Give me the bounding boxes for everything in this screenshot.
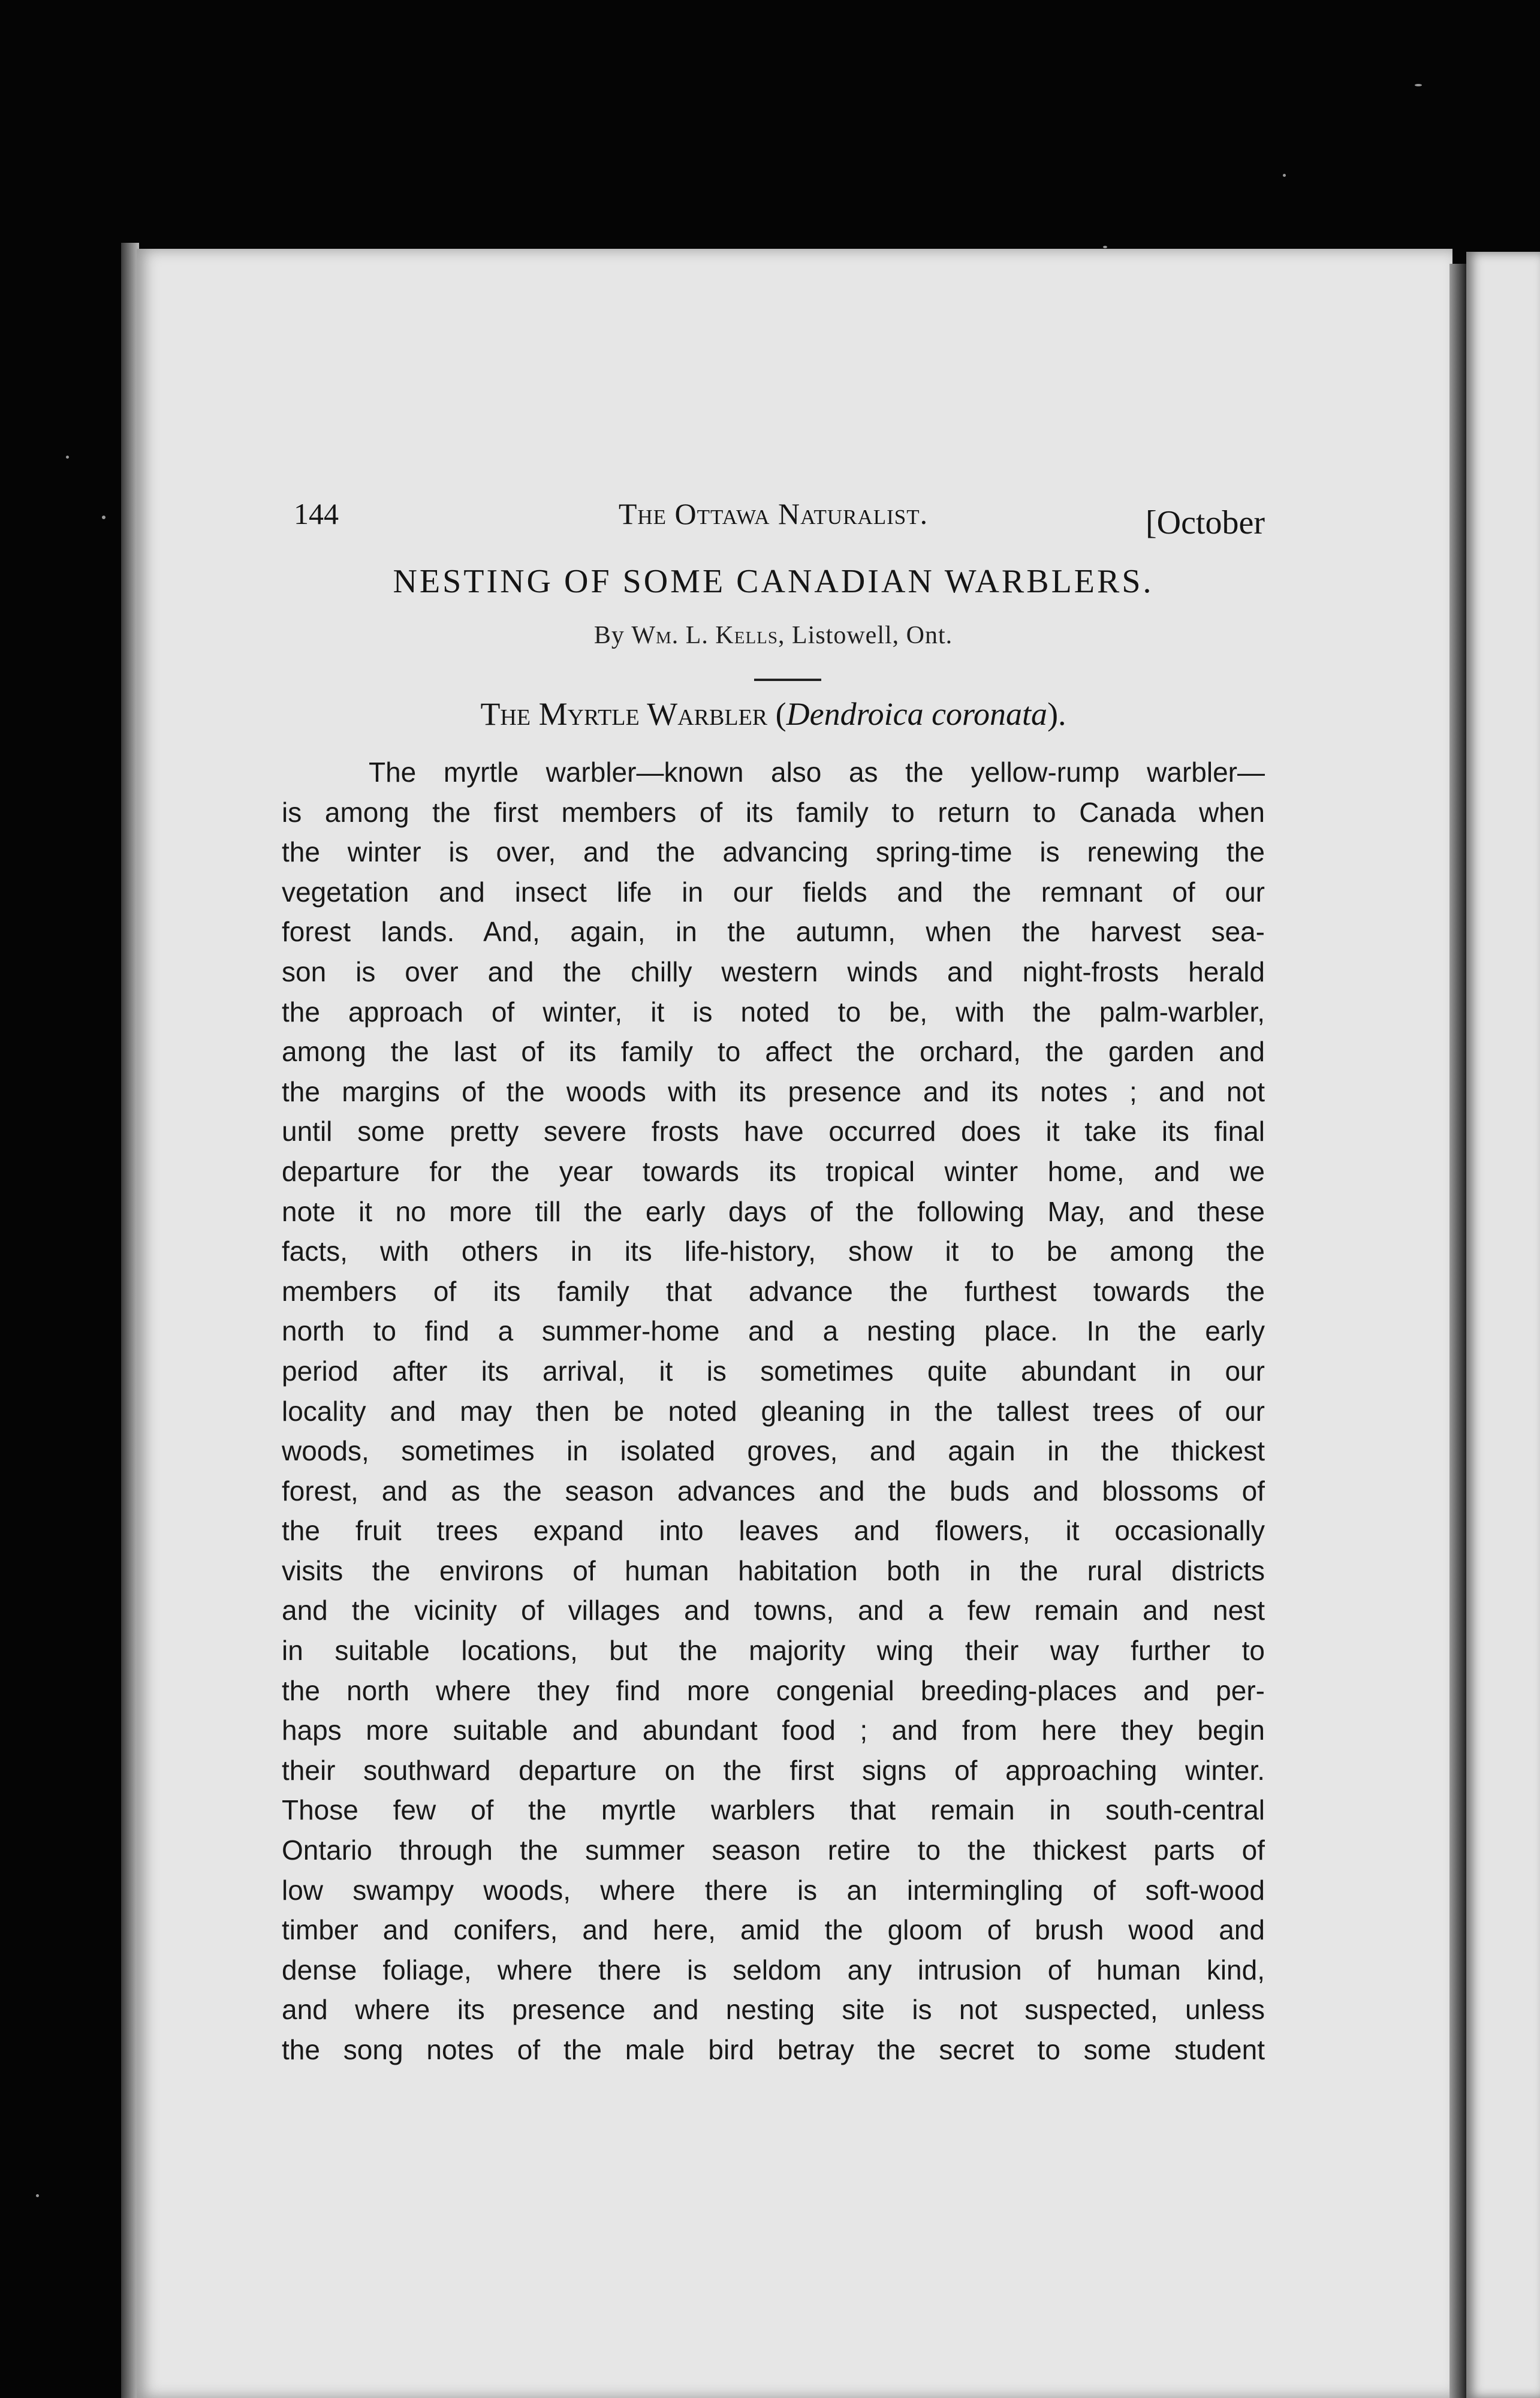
paren-close: ). [1047,696,1066,732]
body-line: period after its arrival, it is sometimes quite abundant in our [282,1355,1265,1387]
dust-speck [1283,174,1286,177]
body-line: Those few of the myrtle warblers that remain in south-central [282,1794,1265,1826]
body-line: woods, sometimes in isolated groves, and again in the thickest [282,1435,1265,1467]
dust-speck [102,516,106,519]
body-line: the fruit trees expand into leaves and flowers, it occasionally [282,1515,1265,1547]
gutter-shadow [1449,264,1466,2398]
article-title: NESTING OF SOME CANADIAN WARBLERS. [393,563,1154,600]
body-line: the winter is over, and the advancing spring-time is renewing the [282,836,1265,868]
body-line: and where its presence and nesting site is not suspected, unless [282,1994,1265,2026]
issue-month: [October [1145,504,1265,541]
author-location: Listowell, Ont. [792,622,953,649]
body-line: forest, and as the season advances and the buds and blossoms of [282,1475,1265,1507]
body-line: among the last of its family to affect the orchard, the garden and [282,1036,1265,1068]
body-line: departure for the year towards its tropical winter home, and we [282,1155,1265,1187]
paren-open: ( [775,696,786,732]
running-head [282,490,1265,541]
body-line: north to find a summer-home and a nesting place. In the early [282,1315,1265,1347]
dust-speck [1415,84,1422,86]
body-line: low swampy woods, where there is an intermingling of soft-wood [282,1874,1265,1906]
author-name: Wm. L. Kells, [631,622,785,649]
species-latin-name: Dendroica coronata [786,696,1048,732]
body-line: the north where they find more congenial breeding-places and per- [282,1674,1265,1706]
body-line: the song notes of the male bird betray the secret to some student [282,2034,1265,2065]
byline [282,621,1265,650]
body-line: Ontario through the summer season retire to the thickest parts of [282,1834,1265,1866]
section-heading [282,695,1265,733]
body-line: the margins of the woods with its presence and its notes ; and not [282,1076,1265,1107]
body-line: timber and conifers, and here, amid the gloom of brush wood and [282,1914,1265,1946]
body-line: vegetation and insect life in our fields and the remnant of our [282,876,1265,908]
body-line: dense foliage, where there is seldom any intrusion of human kind, [282,1954,1265,1986]
body-line: their southward departure on the first signs of approaching winter. [282,1754,1265,1786]
body-line: The myrtle warbler—known also as the yellow-rump warbler— [369,757,1265,788]
body-line: facts, with others in its life-history, show it to be among the [282,1236,1265,1267]
body-text [282,752,1265,2070]
body-line: locality and may then be noted gleaning in the tallest trees of our [282,1395,1265,1427]
dust-speck [1103,246,1107,248]
title-divider-rule [754,679,821,681]
byline-prefix: By [593,622,625,649]
body-line: is among the first members of its family to return to Canada when [282,796,1265,828]
body-line: note it no more till the early days of the following May, and these [282,1195,1265,1227]
body-line: the approach of winter, it is noted to be, with the palm-warbler, [282,996,1265,1028]
body-line: and the vicinity of villages and towns, and a few remain and nest [282,1595,1265,1626]
species-name: The Myrtle Warbler [480,696,768,732]
body-line: until some pretty severe frosts have occurred does it take its final [282,1116,1265,1147]
body-line: visits the environs of human habitation both in the rural districts [282,1555,1265,1586]
body-line: in suitable locations, but the majority wing their way further to [282,1635,1265,1667]
body-line: members of its family that advance the furthest towards the [282,1275,1265,1307]
page-number: 144 [294,497,339,531]
dust-speck [66,456,69,459]
body-line: haps more suitable and abundant food ; and from here they begin [282,1715,1265,1746]
facing-page-edge [1466,252,1540,2398]
body-line: son is over and the chilly western winds and night-frosts herald [282,956,1265,987]
journal-title: The Ottawa Naturalist. [618,497,929,531]
body-line: forest lands. And, again, in the autumn, when the harvest sea- [282,916,1265,948]
dust-speck [36,2194,39,2197]
